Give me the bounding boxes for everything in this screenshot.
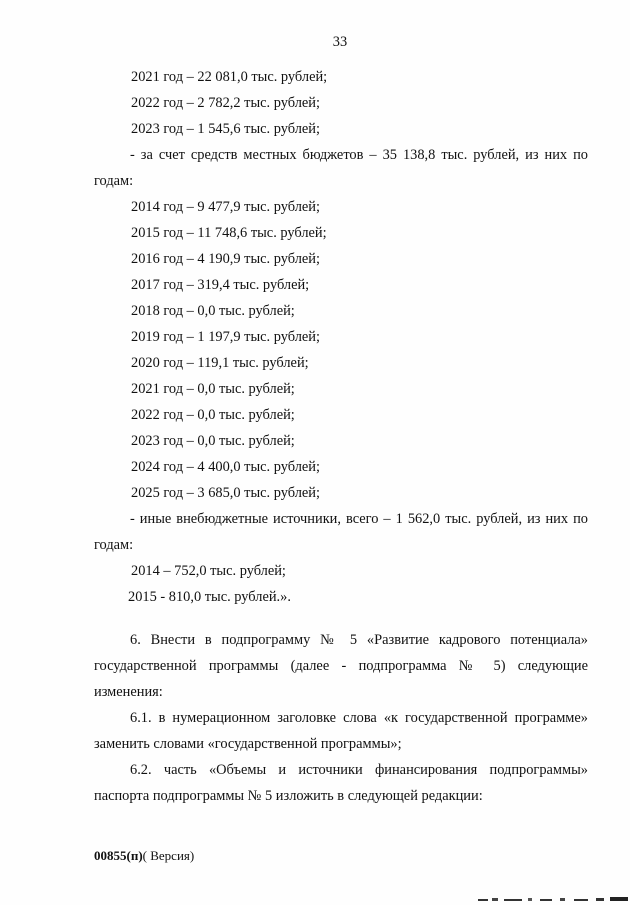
local-year-line: 2018 год – 0,0 тыс. рублей; — [131, 303, 295, 319]
federal-year-line: 2022 год – 2 782,2 тыс. рублей; — [131, 95, 320, 111]
local-year-line: 2016 год – 4 190,9 тыс. рублей; — [131, 251, 320, 267]
other-year-line: 2014 – 752,0 тыс. рублей; — [131, 563, 286, 579]
item-6-2 — [94, 761, 588, 779]
local-year-line: 2019 год – 1 197,9 тыс. рублей; — [131, 329, 320, 345]
document-version: ( Версия) — [142, 848, 195, 863]
local-year-line: 2022 год – 0,0 тыс. рублей; — [131, 407, 295, 423]
item-6-text: 6. Внести в подпрограмму № 5 «Развитие кадрового потенциала» — [130, 632, 588, 648]
item-6-line2-text: государственной программы (далее - подпрограмма № 5) следующие — [94, 658, 588, 674]
item-6-2-text: 6.2. часть «Объемы и источники финансирования подпрограммы» — [130, 762, 588, 778]
local-budget-intro-text: - за счет средств местных бюджетов – 35 138,8 тыс. рублей, из них по — [130, 147, 588, 163]
item-6-2-line2: паспорта подпрограммы № 5 изложить в следующей редакции: — [94, 788, 483, 804]
item-6-line3: изменения: — [94, 684, 163, 700]
local-year-line: 2014 год – 9 477,9 тыс. рублей; — [131, 199, 320, 215]
local-year-line: 2023 год – 0,0 тыс. рублей; — [131, 433, 295, 449]
other-sources-intro — [94, 510, 588, 528]
item-6 — [94, 631, 588, 649]
item-6-1-line2: заменить словами «государственной программы»; — [94, 736, 402, 752]
federal-year-line: 2021 год – 22 081,0 тыс. рублей; — [131, 69, 328, 85]
local-budget-intro-cont: годам: — [94, 173, 134, 189]
item-6-1 — [94, 709, 588, 727]
federal-year-line: 2023 год – 1 545,6 тыс. рублей; — [131, 121, 320, 137]
other-sources-intro-cont: годам: — [94, 537, 134, 553]
local-year-line: 2021 год – 0,0 тыс. рублей; — [131, 381, 295, 397]
document-code: 00855(п) — [94, 848, 143, 863]
local-year-line: 2017 год – 319,4 тыс. рублей; — [131, 277, 310, 293]
local-year-line: 2020 год – 119,1 тыс. рублей; — [131, 355, 309, 371]
local-year-line: 2025 год – 3 685,0 тыс. рублей; — [131, 485, 320, 501]
item-6-1-text: 6.1. в нумерационном заголовке слова «к государственной программе» — [130, 710, 588, 726]
local-year-line: 2024 год – 4 400,0 тыс. рублей; — [131, 459, 320, 475]
local-budget-intro — [94, 146, 588, 164]
item-6-line2 — [94, 657, 588, 675]
local-year-line: 2015 год – 11 748,6 тыс. рублей; — [131, 225, 327, 241]
document-footer — [94, 848, 194, 864]
other-sources-intro-text: - иные внебюджетные источники, всего – 1 562,0 тыс. рублей, из них по — [130, 511, 588, 527]
page-number: 33 — [332, 34, 348, 50]
scan-artifact — [478, 896, 630, 902]
other-year-line: 2015 - 810,0 тыс. рублей.». — [128, 589, 291, 605]
